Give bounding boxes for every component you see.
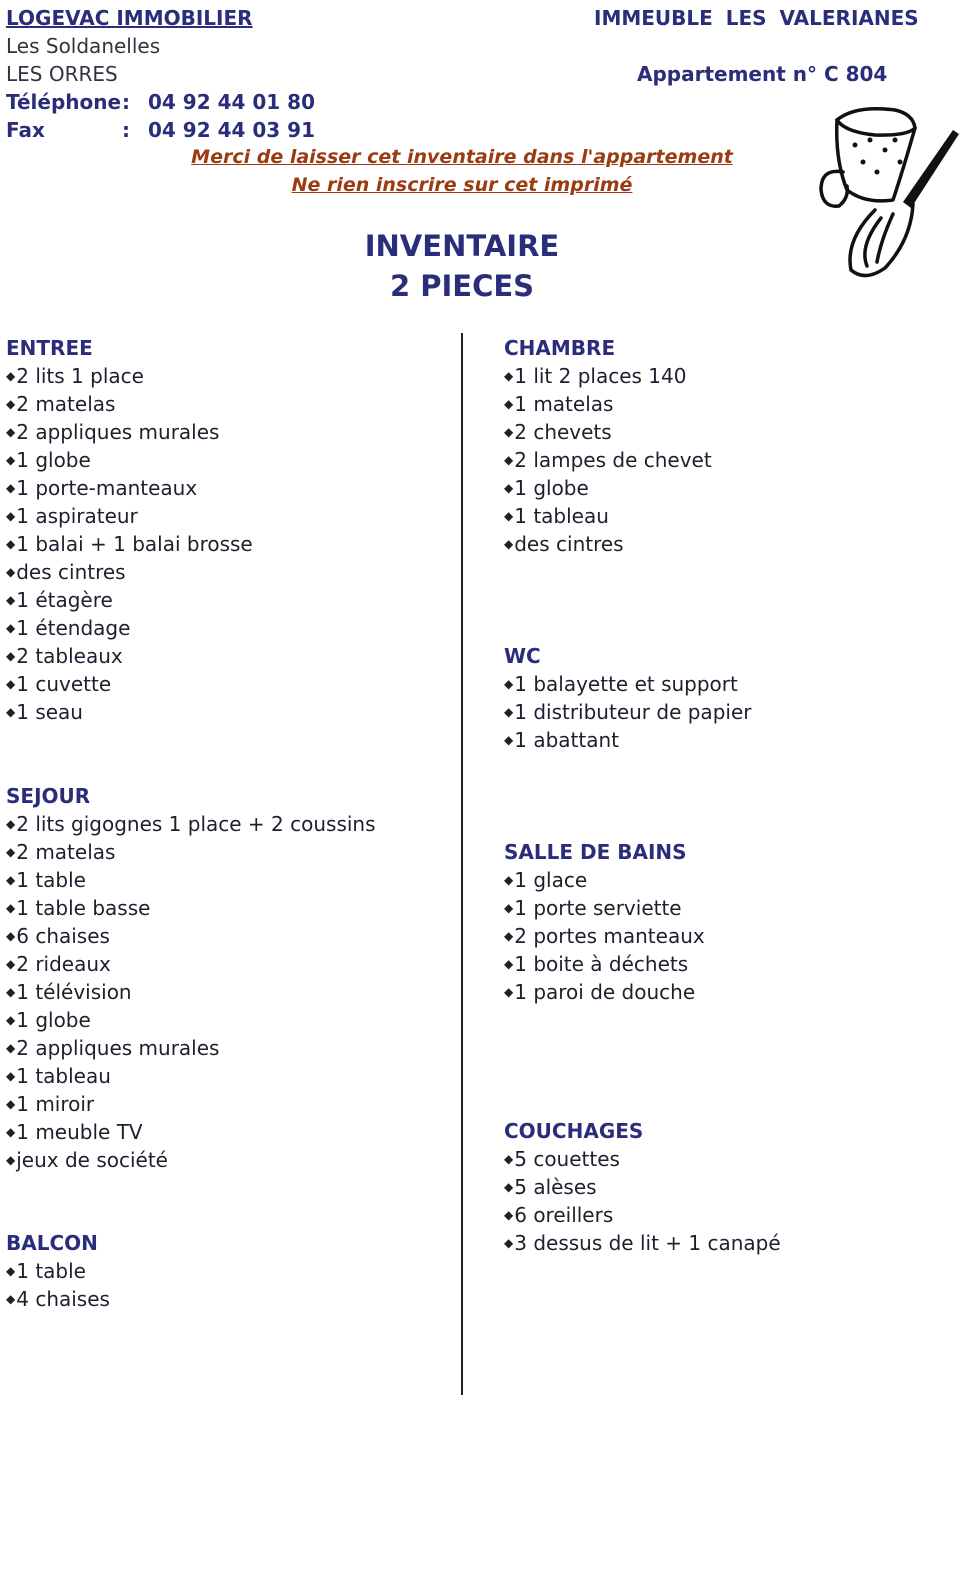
- section-balcon: [6, 1229, 110, 1313]
- item-label: 1 lit 2 places 140: [514, 364, 687, 388]
- section-title: ENTREE: [6, 336, 93, 360]
- list-item: [6, 978, 376, 1006]
- list-item: [504, 502, 712, 530]
- bullet-icon: ◆: [504, 1208, 514, 1222]
- item-label: 2 appliques murales: [16, 1036, 220, 1060]
- phone-value: 04 92 44 01 80: [148, 90, 316, 114]
- list-item: [6, 418, 253, 446]
- fax-row: [6, 118, 315, 142]
- section-entree: [6, 334, 253, 726]
- address-line-2: LES ORRES: [6, 62, 118, 86]
- building-name: IMMEUBLE LES VALERIANES: [594, 6, 919, 30]
- fax-value: 04 92 44 03 91: [148, 118, 316, 142]
- section-wc: [504, 642, 751, 754]
- item-label: 1 globe: [16, 1008, 91, 1032]
- bullet-icon: ◆: [6, 593, 16, 607]
- bullet-icon: ◆: [504, 509, 514, 523]
- bullet-icon: ◆: [6, 1264, 16, 1278]
- item-label: 1 table: [16, 868, 86, 892]
- item-label: 5 couettes: [514, 1147, 620, 1171]
- item-label: 1 balai + 1 balai brosse: [16, 532, 253, 556]
- section-title: SALLE DE BAINS: [504, 840, 687, 864]
- bullet-icon: ◆: [6, 1292, 16, 1306]
- list-item: [6, 474, 253, 502]
- bullet-icon: ◆: [6, 1013, 16, 1027]
- item-label: 1 table: [16, 1259, 86, 1283]
- bullet-icon: ◆: [504, 733, 514, 747]
- list-item: [6, 1006, 376, 1034]
- bullet-icon: ◆: [6, 397, 16, 411]
- list-item: [504, 950, 705, 978]
- page-subtitle: 2 PIECES: [389, 269, 535, 303]
- company-name: LOGEVAC IMMOBILIER: [6, 6, 253, 30]
- bullet-icon: ◆: [6, 1069, 16, 1083]
- list-item: [504, 446, 712, 474]
- item-label: 1 porte serviette: [514, 896, 682, 920]
- list-item: [504, 530, 712, 558]
- phone-label: Téléphone: [6, 90, 122, 114]
- item-label: 2 portes manteaux: [514, 924, 705, 948]
- list-item: [6, 670, 253, 698]
- bullet-icon: ◆: [504, 957, 514, 971]
- item-label: 1 paroi de douche: [514, 980, 696, 1004]
- list-item: [6, 866, 376, 894]
- bullet-icon: ◆: [504, 705, 514, 719]
- bullet-icon: ◆: [6, 369, 16, 383]
- item-label: 1 aspirateur: [16, 504, 138, 528]
- bullet-icon: ◆: [504, 537, 514, 551]
- bullet-icon: ◆: [6, 649, 16, 663]
- section-title: WC: [504, 644, 541, 668]
- bullet-icon: ◆: [504, 425, 514, 439]
- list-item: [504, 894, 705, 922]
- bullet-icon: ◆: [504, 873, 514, 887]
- list-item: [6, 1285, 110, 1313]
- bullet-icon: ◆: [504, 369, 514, 383]
- section-title: CHAMBRE: [504, 336, 616, 360]
- list-item: [6, 894, 376, 922]
- fax-label: Fax: [6, 118, 45, 142]
- bullet-icon: ◆: [504, 677, 514, 691]
- list-item: [6, 1146, 376, 1174]
- bullet-icon: ◆: [6, 677, 16, 691]
- item-label: 2 lampes de chevet: [514, 448, 712, 472]
- section-chambre: [504, 334, 712, 558]
- bullet-icon: ◆: [6, 537, 16, 551]
- item-label: 2 rideaux: [16, 952, 111, 976]
- list-item: [504, 1145, 781, 1173]
- list-item: [504, 418, 712, 446]
- item-label: 1 miroir: [16, 1092, 95, 1116]
- item-label: jeux de société: [16, 1148, 168, 1172]
- bullet-icon: ◆: [6, 565, 16, 579]
- section-couchages: [504, 1117, 781, 1257]
- bullet-icon: ◆: [6, 621, 16, 635]
- address-line-1: Les Soldanelles: [6, 34, 161, 58]
- bullet-icon: ◆: [504, 929, 514, 943]
- item-label: 1 meuble TV: [16, 1120, 143, 1144]
- list-item: [6, 838, 376, 866]
- item-label: des cintres: [16, 560, 126, 584]
- fax-separator: :: [122, 118, 130, 142]
- bullet-icon: ◆: [6, 1097, 16, 1111]
- bullet-icon: ◆: [6, 985, 16, 999]
- list-item: [504, 1173, 781, 1201]
- item-label: 6 chaises: [16, 924, 110, 948]
- item-label: 1 globe: [16, 448, 91, 472]
- list-item: [6, 586, 253, 614]
- list-item: [6, 446, 253, 474]
- bullet-icon: ◆: [504, 901, 514, 915]
- bullet-icon: ◆: [504, 985, 514, 999]
- item-label: 1 seau: [16, 700, 83, 724]
- list-item: [6, 614, 253, 642]
- bullet-icon: ◆: [6, 845, 16, 859]
- bullet-icon: ◆: [6, 425, 16, 439]
- item-label: 6 oreillers: [514, 1203, 614, 1227]
- bullet-icon: ◆: [504, 397, 514, 411]
- list-item: [6, 362, 253, 390]
- list-item: [6, 1034, 376, 1062]
- bullet-icon: ◆: [6, 481, 16, 495]
- item-list: [504, 670, 751, 754]
- list-item: [504, 726, 751, 754]
- item-label: 1 étendage: [16, 616, 131, 640]
- bullet-icon: ◆: [504, 1180, 514, 1194]
- list-item: [6, 502, 253, 530]
- list-item: [6, 1257, 110, 1285]
- item-label: 1 balayette et support: [514, 672, 738, 696]
- list-item: [6, 810, 376, 838]
- list-item: [504, 474, 712, 502]
- list-item: [504, 390, 712, 418]
- item-label: 1 étagère: [16, 588, 113, 612]
- item-label: 1 boite à déchets: [514, 952, 689, 976]
- phone-row: [6, 90, 315, 114]
- section-salle-de-bains: [504, 838, 705, 1006]
- list-item: [504, 698, 751, 726]
- bullet-icon: ◆: [6, 873, 16, 887]
- notice-leave-inventory: Merci de laisser cet inventaire dans l'appartement: [191, 146, 733, 168]
- bullet-icon: ◆: [6, 957, 16, 971]
- item-label: 1 cuvette: [16, 672, 112, 696]
- list-item: [504, 866, 705, 894]
- item-label: 1 abattant: [514, 728, 619, 752]
- item-label: 2 matelas: [16, 392, 116, 416]
- item-label: 3 dessus de lit + 1 canapé: [514, 1231, 781, 1255]
- list-item: [6, 530, 253, 558]
- item-list: [504, 866, 705, 1006]
- item-label: 2 tableaux: [16, 644, 123, 668]
- item-label: 1 globe: [514, 476, 589, 500]
- list-item: [6, 1090, 376, 1118]
- section-title: BALCON: [6, 1231, 98, 1255]
- section-title: COUCHAGES: [504, 1119, 644, 1143]
- item-label: 1 tableau: [514, 504, 609, 528]
- list-item: [6, 922, 376, 950]
- item-label: 2 matelas: [16, 840, 116, 864]
- bullet-icon: ◆: [6, 705, 16, 719]
- bullet-icon: ◆: [6, 453, 16, 467]
- list-item: [504, 1201, 781, 1229]
- bullet-icon: ◆: [6, 929, 16, 943]
- item-list: [504, 362, 712, 558]
- bullet-icon: ◆: [6, 1041, 16, 1055]
- column-divider: [461, 333, 463, 1395]
- item-label: 1 matelas: [514, 392, 614, 416]
- item-label: 2 lits 1 place: [16, 364, 144, 388]
- item-label: 2 lits gigognes 1 place + 2 coussins: [16, 812, 376, 836]
- list-item: [6, 1062, 376, 1090]
- list-item: [6, 642, 253, 670]
- bullet-icon: ◆: [504, 481, 514, 495]
- item-label: des cintres: [514, 532, 624, 556]
- section-title: SEJOUR: [6, 784, 91, 808]
- list-item: [504, 670, 751, 698]
- list-item: [6, 390, 253, 418]
- item-label: 1 glace: [514, 868, 588, 892]
- list-item: [6, 558, 253, 586]
- item-list: [6, 810, 376, 1174]
- list-item: [6, 698, 253, 726]
- item-label: 1 porte-manteaux: [16, 476, 198, 500]
- apartment-number: Appartement n° C 804: [637, 62, 888, 86]
- item-label: 1 distributeur de papier: [514, 700, 752, 724]
- item-label: 2 appliques murales: [16, 420, 220, 444]
- bullet-icon: ◆: [6, 509, 16, 523]
- list-item: [6, 950, 376, 978]
- item-list: [6, 362, 253, 726]
- list-item: [504, 978, 705, 1006]
- phone-separator: :: [122, 90, 130, 114]
- bullet-icon: ◆: [504, 453, 514, 467]
- item-label: 4 chaises: [16, 1287, 110, 1311]
- bullet-icon: ◆: [6, 817, 16, 831]
- item-label: 5 alèses: [514, 1175, 597, 1199]
- bullet-icon: ◆: [6, 1125, 16, 1139]
- list-item: [6, 1118, 376, 1146]
- bullet-icon: ◆: [504, 1236, 514, 1250]
- item-label: 2 chevets: [514, 420, 612, 444]
- list-item: [504, 1229, 781, 1257]
- bullet-icon: ◆: [6, 901, 16, 915]
- item-label: 1 télévision: [16, 980, 132, 1004]
- item-label: 1 tableau: [16, 1064, 111, 1088]
- notice-do-not-write: Ne rien inscrire sur cet imprimé: [291, 174, 633, 196]
- bullet-icon: ◆: [6, 1153, 16, 1167]
- section-sejour: [6, 782, 376, 1174]
- list-item: [504, 362, 712, 390]
- list-item: [504, 922, 705, 950]
- page-title: INVENTAIRE: [364, 229, 560, 263]
- item-label: 1 table basse: [16, 896, 151, 920]
- item-list: [504, 1145, 781, 1257]
- bullet-icon: ◆: [504, 1152, 514, 1166]
- item-list: [6, 1257, 110, 1313]
